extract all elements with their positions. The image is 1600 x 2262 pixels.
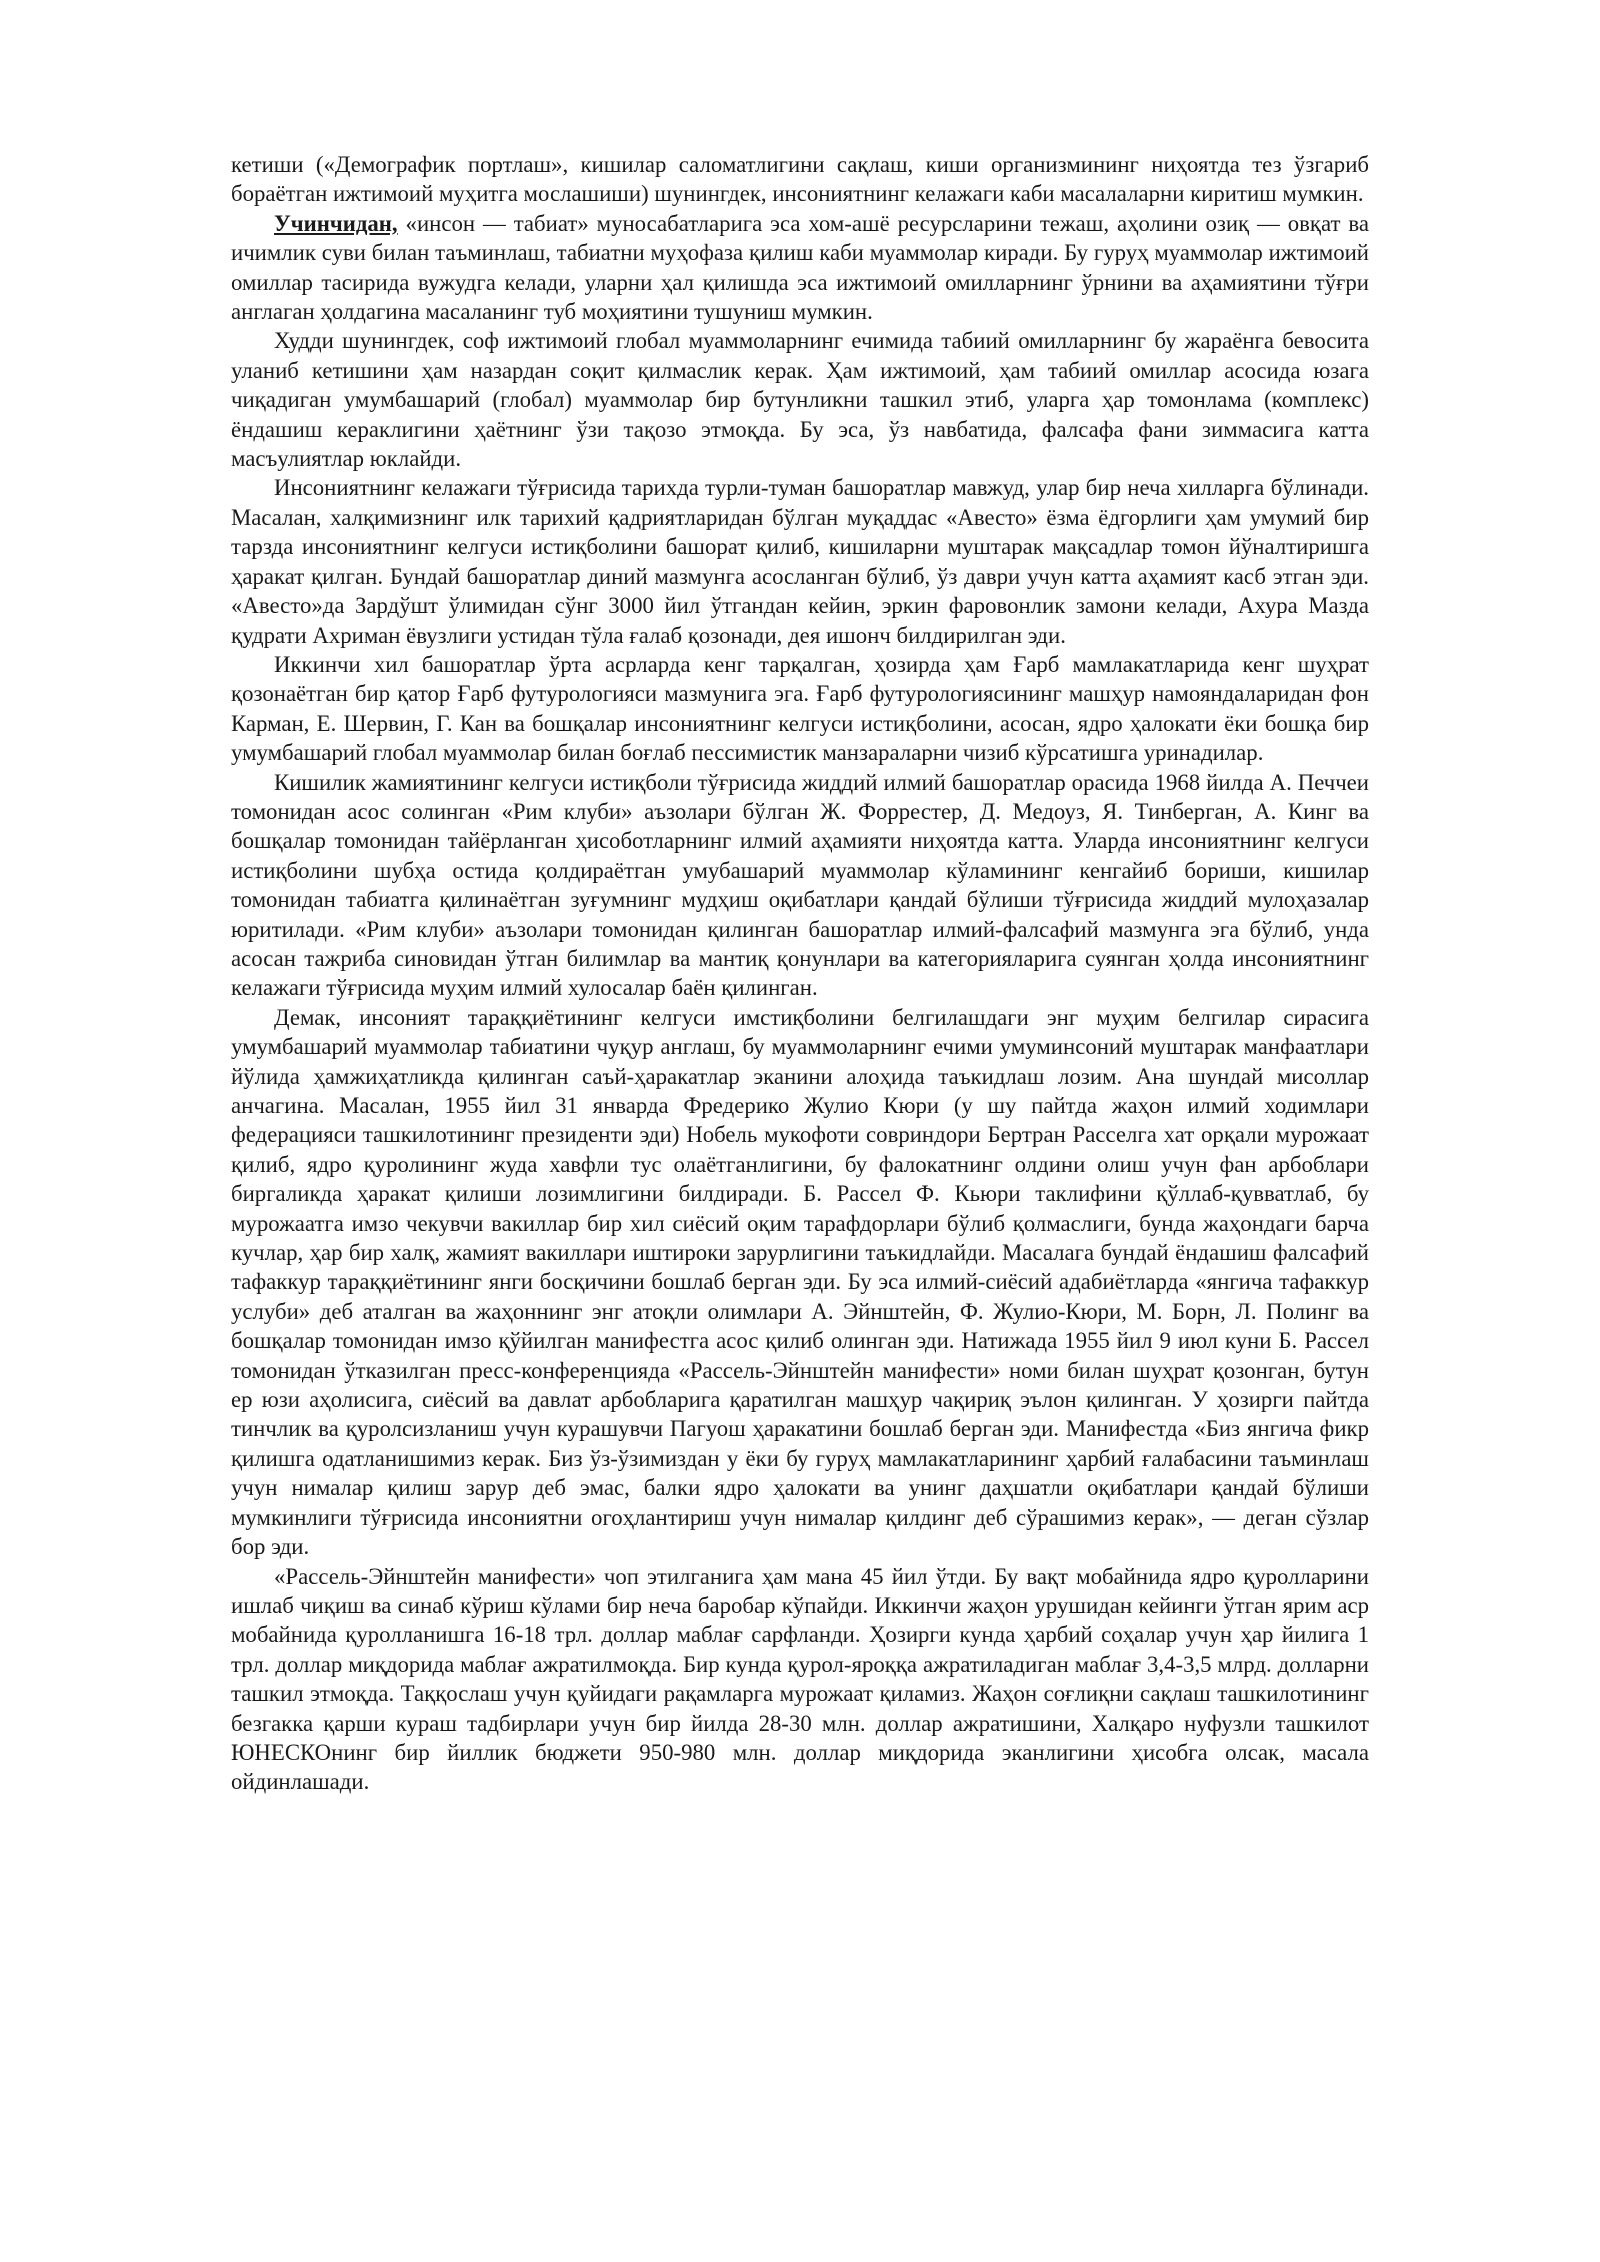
paragraph-4 — [231, 473, 1369, 649]
paragraph-1-text: кетиши («Демографик портлаш», кишилар саломатлигини сақлаш, киши организмининг ниҳоятда тез ўзгариб бораётган ижтимоий муҳитга мослашиши) шунингдек, инсониятнинг келажаги каби масалаларни киритиш мумкин. — [231, 152, 1369, 207]
paragraph-7-text: Демак, инсоният тараққиётининг келгуси имстиқболини белгилашдаги энг муҳим белгилар сирасига умумбашарий муаммолар табиатини чуқур англаш, бу муаммоларнинг ечими умуминсоний муштарак манфаатлари йўлида ҳамжиҳатликда қилинган саъй-ҳаракатлар эканини алоҳида таъкидлаш лозим. Ана шундай мисоллар анчагина. Масалан, 1955 йил 31 январда Фредерико Жулио Кюри (у шу пайтда жаҳон илмий ходимлари федерацияси ташкилотининг президенти эди) Нобель мукофоти совриндори Бертран Расселга хат орқали мурожаат қилиб, ядро қуролининг жуда хавфли тус олаётганлигини, бу фалокатнинг олдини олиш учун фан арбоблари биргаликда ҳаракат қилиши лозимлигини билдиради. Б. Рассел Ф. Кьюри таклифини қўллаб-қувватлаб, бу мурожаатга имзо чекувчи вакиллар бир хил сиёсий оқим тарафдорлари бўлиб қолмаслиги, бунда жаҳондаги барча кучлар, ҳар бир халқ, жамият вакиллари иштироки зарурлигини таъкидлайди. Масалага бундай ёндашиш фалсафий тафаккур тараққиётининг янги босқичини бошлаб берган эди. Бу эса илмий-сиёсий адабиётларда «янгича тафаккур услуби» деб аталган ва жаҳоннинг энг атоқли олимлари А. Эйнштейн, Ф. Жулио-Кюри, М. Борн, Л. Полинг ва бошқалар томонидан имзо қўйилган манифестга асос қилиб олинган эди. Натижада 1955 йил 9 июл куни Б. Рассел томонидан ўтказилган пресс-конференцияда «Рассель-Эйнштейн манифести» номи билан шуҳрат қозонган, бутун ер юзи аҳолисига, сиёсий ва давлат арбобларига қаратилган машҳур чақириқ эълон қилинган. У ҳозирги пайтда тинчлик ва қуролсизланиш учун курашувчи Пагуош ҳаракатини бошлаб берган эди. Манифестда «Биз янгича фикр қилишга одатланишимиз керак. Биз ўз-ўзимиздан у ёки бу гуруҳ мамлакатларининг ҳарбий ғалабасини таъминлаш учун нималар қилиш зарур деб эмас, балки ядро ҳалокати ва унинг даҳшатли оқибатлари қандай бўлиши мумкинлиги тўғрисида инсониятни огоҳлантириш учун нималар қилдинг деб сўрашимиз керак», — деган сўзлар бор эди. — [231, 1004, 1369, 1560]
paragraph-8-text: «Рассель-Эйнштейн манифести» чоп этилганига ҳам мана 45 йил ўтди. Бу вақт мобайнида ядро қуролларини ишлаб чиқиш ва синаб кўриш кўлами бир неча баробар кўпайди. Иккинчи жаҳон урушидан кейинги ўтган ярим аср мобайнида қуролланишга 16-18 трл. доллар маблағ сарфланди. Ҳозирги кунда ҳарбий соҳалар учун ҳар йилига 1 трл. доллар миқдорида маблағ ажратилмоқда. Бир кунда қурол-яроққа ажратиладиган маблағ 3,4-3,5 млрд. долларни ташкил этмоқда. Таққослаш учун қуйидаги рақамларга мурожаат қиламиз. Жаҳон соғлиқни сақлаш ташкилотининг безгакка қарши кураш тадбирлари учун бир йилда 28-30 млн. доллар ажратишини, Халқаро нуфузли ташкилот ЮНЕСКОнинг бир йиллик бюджети 950-980 млн. доллар миқдорида эканлигини ҳисобга олсак, масала ойдинлашади. — [231, 1563, 1369, 1795]
paragraph-5 — [231, 650, 1369, 768]
paragraph-6-text: Кишилик жамиятининг келгуси истиқболи тўғрисида жиддий илмий башоратлар орасида 1968 йилда А. Печчеи томонидан асос солинган «Рим клуби» аъзолари бўлган Ж. Форрестер, Д. Медоуз, Я. Тинберган, А. Кинг ва бошқалар томонидан тайёрланган ҳисоботларнинг илмий аҳамияти ниҳоятда катта. Уларда инсониятнинг келгуси истиқболини шубҳа остида қолдираётган умубашарий муаммолар кўламининг кенгайиб бориши, кишилар томонидан табиатга қилинаётган зуғумнинг мудҳиш оқибатлари қандай бўлиши тўғрисида жиддий мулоҳазалар юритилади. «Рим клуби» аъзолари томонидан қилинган башоратлар илмий-фалсафий мазмунга эга бўлиб, унда асосан тажриба синовидан ўтган билимлар ва мантиқ қонунлари ва категорияларига суянган ҳолда инсониятнинг келажаги тўғрисида муҳим илмий хулосалар баён қилинган. — [231, 769, 1369, 1001]
paragraph-5-text: Иккинчи хил башоратлар ўрта асрларда кенг тарқалган, ҳозирда ҳам Ғарб мамлакатларида кенг шуҳрат қозонаётган бир қатор Ғарб футурологияси мазмунига эга. Ғарб футурологиясининг машҳур намояндаларидан фон Карман, Е. Шервин, Г. Кан ва бошқалар инсониятнинг келгуси истиқболини, асосан, ядро ҳалокати ёки бошқа бир умумбашарий глобал муаммолар билан боғлаб пессимистик манзараларни чизиб кўрсатишга уринадилар. — [231, 651, 1369, 766]
paragraph-6 — [231, 768, 1369, 1003]
paragraph-2 — [231, 209, 1369, 327]
paragraph-7 — [231, 1003, 1369, 1562]
paragraph-4-text: Инсониятнинг келажаги тўғрисида тарихда турли-туман башоратлар мавжуд, улар бир неча хилларга бўлинади. Масалан, халқимизнинг илк тарихий қадриятларидан бўлган муқаддас «Авесто» ёзма ёдгорлиги ҳам умумий бир тарзда инсониятнинг келгуси истиқболини башорат қилиб, кишиларни муштарак мақсадлар томон йўналтиришга ҳаракат қилган. Бундай башоратлар диний мазмунга асосланган бўлиб, ўз даври учун катта аҳамият касб этган эди. «Авесто»да Зардўшт ўлимидан сўнг 3000 йил ўтгандан кейин, эркин фаровонлик замони келади, Ахура Мазда қудрати Ахриман ёвузлиги устидан тўла ғалаб қозонади, дея ишонч билдирилган эди. — [231, 475, 1369, 648]
paragraph-3 — [231, 326, 1369, 473]
document-page — [231, 150, 1369, 1797]
paragraph-2-lead-word: Учинчидан, — [274, 210, 398, 236]
paragraph-2-text: «инсон — табиат» муносабатларига эса хом-ашё ресурсларини тежаш, аҳолини озиқ — овқат ва ичимлик суви билан таъминлаш, табиатни муҳофаза қилиш каби муаммолар киради. Бу гуруҳ муаммолар ижтимоий омиллар тасирида вужудга келади, уларни ҳал қилишда эса ижтимоий омилларнинг ўрнини ва аҳамиятини тўғри англаган ҳолдагина масаланинг туб моҳиятини тушуниш мумкин. — [231, 210, 1369, 325]
paragraph-3-text: Худди шунингдек, соф ижтимоий глобал муаммоларнинг ечимида табиий омилларнинг бу жараёнга бевосита уланиб кетишини ҳам назардан соқит қилмаслик керак. Ҳам ижтимоий, ҳам табиий омиллар асосида юзага чиқадиган умумбашарий (глобал) муаммолар бир бутунликни ташкил этиб, уларга ҳар томонлама (комплекс) ёндашиш кераклигини ҳаётнинг ўзи тақозо этмоқда. Бу эса, ўз навбатида, фалсафа фани зиммасига катта масъулиятлар юклайди. — [231, 328, 1369, 472]
paragraph-8 — [231, 1562, 1369, 1797]
paragraph-1 — [231, 150, 1369, 209]
